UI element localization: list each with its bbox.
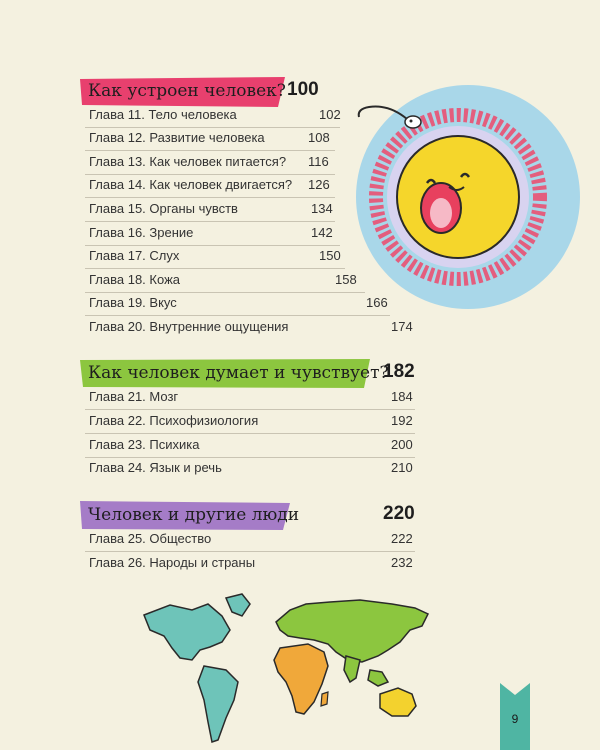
divider bbox=[85, 551, 415, 552]
chapter-page: 108 bbox=[308, 130, 330, 145]
section-page-1: 100 bbox=[287, 79, 319, 100]
chapter-page: 222 bbox=[391, 531, 413, 546]
page-number: 9 bbox=[511, 712, 519, 726]
chapter-label: Глава 13. Как человек питается? bbox=[89, 154, 287, 169]
chapter-label: Глава 19. Вкус bbox=[89, 295, 177, 310]
chapter-label: Глава 14. Как человек двигается? bbox=[89, 177, 293, 192]
divider bbox=[85, 221, 335, 222]
section-page-3: 220 bbox=[383, 503, 415, 524]
chapter-label: Глава 16. Зрение bbox=[89, 225, 194, 240]
divider bbox=[85, 150, 335, 151]
divider bbox=[85, 268, 345, 269]
divider bbox=[85, 292, 365, 293]
divider bbox=[85, 315, 390, 316]
section-header-1 bbox=[80, 77, 330, 107]
section-title-3: Человек и другие люди bbox=[88, 505, 300, 525]
divider bbox=[85, 409, 415, 410]
chapter-label: Глава 23. Психика bbox=[89, 437, 200, 452]
chapter-label: Глава 21. Мозг bbox=[89, 389, 179, 404]
section-page-2: 182 bbox=[383, 361, 415, 382]
chapter-page: 126 bbox=[308, 177, 330, 192]
divider bbox=[85, 457, 415, 458]
chapter-page: 102 bbox=[319, 107, 341, 122]
chapter-page: 184 bbox=[391, 389, 413, 404]
chapter-label: Глава 11. Тело человека bbox=[89, 107, 237, 122]
section-title-2: Как человек думает и чувствует? bbox=[88, 363, 389, 383]
chapter-page: 166 bbox=[366, 295, 388, 310]
chapter-label: Глава 15. Органы чувств bbox=[89, 201, 238, 216]
divider bbox=[85, 127, 340, 128]
chapter-label: Глава 20. Внутренние ощущения bbox=[89, 319, 289, 334]
chapter-page: 210 bbox=[391, 460, 413, 475]
divider bbox=[85, 433, 415, 434]
divider bbox=[85, 245, 340, 246]
divider bbox=[85, 197, 335, 198]
section-header-2 bbox=[80, 359, 415, 389]
section-title-1: Как устроен человек? bbox=[88, 81, 286, 101]
divider bbox=[85, 174, 335, 175]
chapter-label: Глава 25. Общество bbox=[89, 531, 212, 546]
world-map-illustration bbox=[130, 590, 435, 750]
chapter-page: 116 bbox=[308, 154, 329, 169]
chapter-page: 200 bbox=[391, 437, 413, 452]
chapter-page: 142 bbox=[311, 225, 333, 240]
chapter-page: 158 bbox=[335, 272, 357, 287]
chapter-label: Глава 26. Народы и страны bbox=[89, 555, 256, 570]
section-header-3 bbox=[80, 501, 415, 531]
chapter-page: 192 bbox=[391, 413, 413, 428]
chapter-label: Глава 18. Кожа bbox=[89, 272, 180, 287]
chapter-label: Глава 22. Психофизиология bbox=[89, 413, 259, 428]
egg-cell-illustration bbox=[345, 75, 590, 315]
chapter-label: Глава 12. Развитие человека bbox=[89, 130, 265, 145]
chapter-page: 134 bbox=[311, 201, 333, 216]
chapter-page: 232 bbox=[391, 555, 413, 570]
chapter-page: 174 bbox=[391, 319, 413, 334]
chapter-label: Глава 17. Слух bbox=[89, 248, 180, 263]
chapter-page: 150 bbox=[319, 248, 341, 263]
chapter-label: Глава 24. Язык и речь bbox=[89, 460, 222, 475]
